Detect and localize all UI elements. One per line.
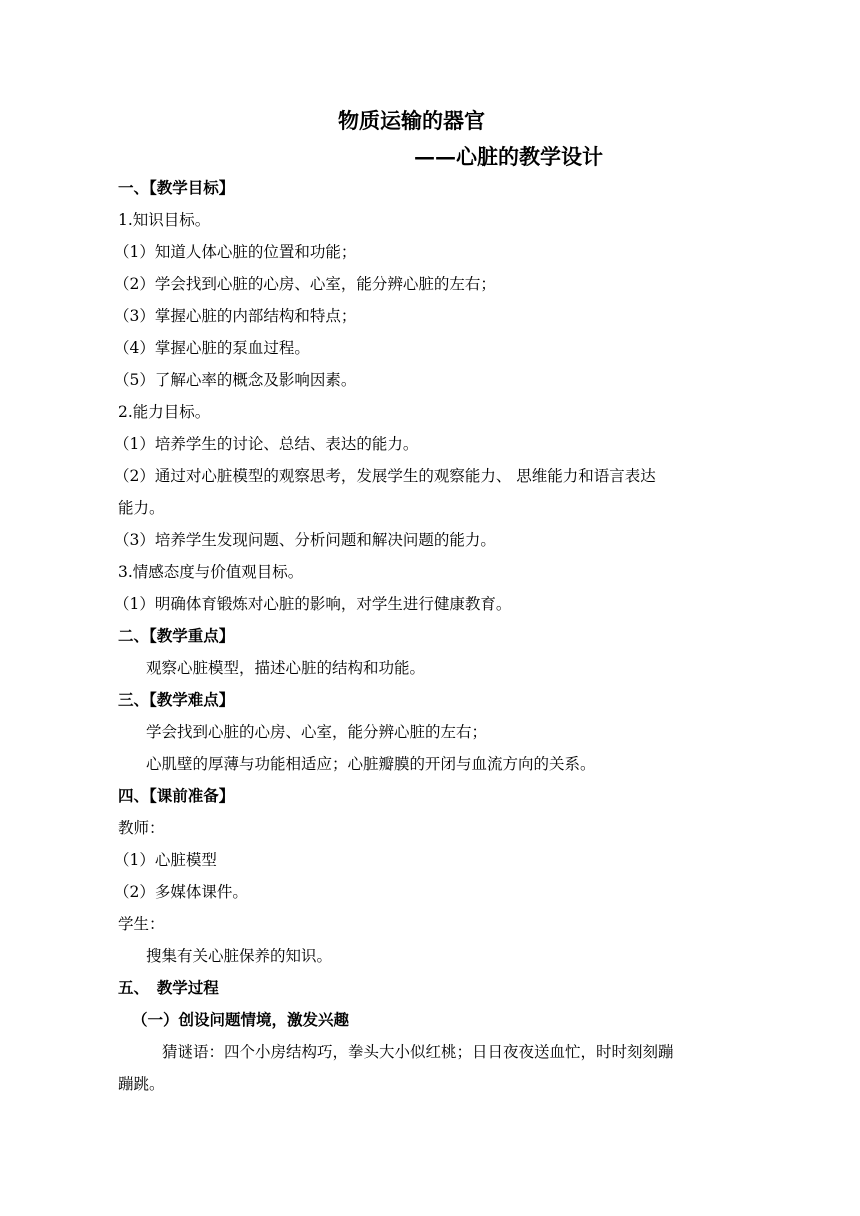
text-line: 搜集有关心脏保养的知识。 [146,947,333,965]
list-item: （2）多媒体课件。 [114,883,248,901]
document-subtitle: ——心脏的教学设计 [414,144,603,169]
text-line: 蹦跳。 [118,1075,165,1093]
section-heading-objectives: 一、【教学目标】 [118,178,235,197]
list-item: （1）明确体育锻炼对心脏的影响，对学生进行健康教育。 [114,595,512,613]
section-heading-key-points: 二、【教学重点】 [118,626,235,645]
list-item: （2）通过对心脏模型的观察思考，发展学生的观察能力、 思维能力和语言表达 [114,467,656,485]
list-item: （2）学会找到心脏的心房、心室，能分辨心脏的左右； [114,275,496,293]
text-line: 学会找到心脏的心房、心室，能分辨心脏的左右； [146,723,488,741]
text-line: 1.知识目标。 [118,211,211,229]
list-item: （1）知道人体心脏的位置和功能； [114,243,357,261]
text-line: 2.能力目标。 [118,403,211,421]
list-item: （4）掌握心脏的泵血过程。 [114,339,310,357]
document-body [114,172,748,1100]
list-item: （3）掌握心脏的内部结构和特点； [114,307,357,325]
document-title: 物质运输的器官 [338,108,485,133]
section-heading-preparation: 四、【课前准备】 [118,786,235,805]
list-item: （3）培养学生发现问题、分析问题和解决问题的能力。 [114,531,496,549]
text-line: 学生： [118,915,165,933]
list-item: （1）心脏模型 [114,851,217,869]
text-line: 猜谜语：四个小房结构巧，拳头大小似红桃；日日夜夜送血忙，时时刻刻蹦 [162,1043,674,1061]
list-item: （1）培养学生的讨论、总结、表达的能力。 [114,435,419,453]
section-heading-difficulties: 三、【教学难点】 [118,690,235,709]
text-line: 观察心脏模型，描述心脏的结构和功能。 [146,659,426,677]
text-line: 能力。 [118,499,165,517]
list-item: （5）了解心率的概念及影响因素。 [114,371,357,389]
text-line: 教师： [118,819,165,837]
text-line: 心肌壁的厚薄与功能相适应；心脏瓣膜的开闭与血流方向的关系。 [146,755,596,773]
section-heading-process: 五、 教学过程 [118,978,219,997]
text-line: 3.情感态度与价值观目标。 [118,563,304,581]
subsection-heading: （一）创设问题情境，激发兴趣 [132,1010,350,1029]
